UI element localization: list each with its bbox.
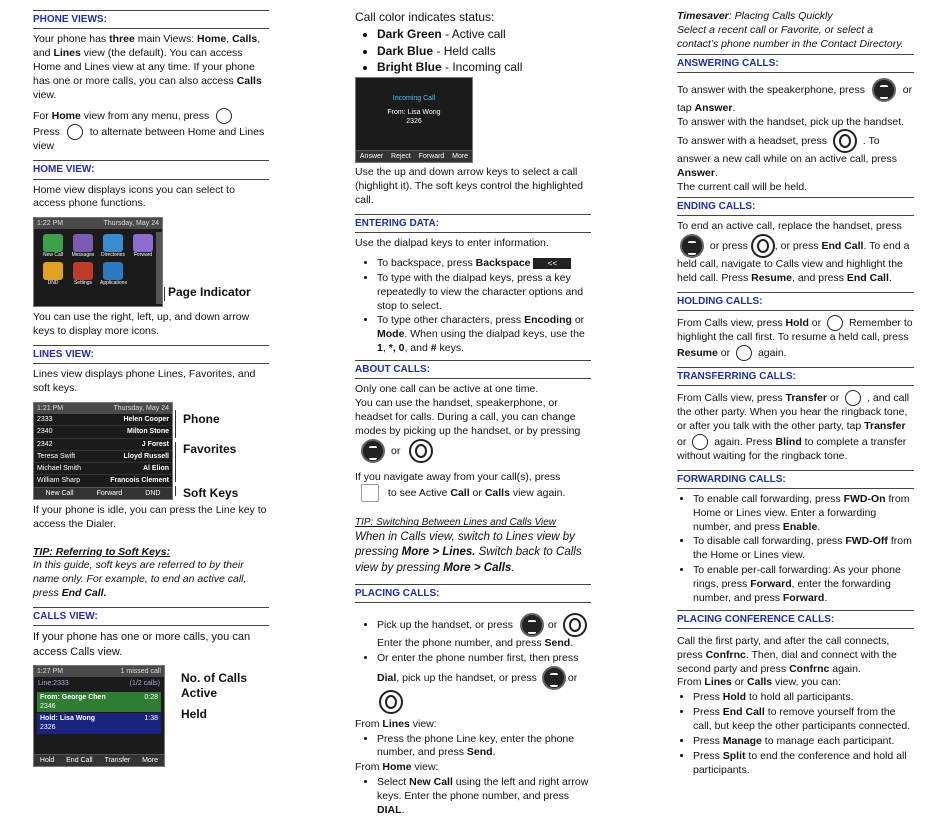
home-view-header: HOME VIEW:: [33, 160, 269, 179]
answer-held-text: The current call will be held.: [677, 181, 808, 194]
screen-time: 1:27 PM: [37, 668, 64, 676]
missed-call-text: 1 missed call: [120, 668, 161, 676]
favorite-row: Michael Smith Al Elion: [34, 463, 172, 475]
holding-calls-header: HOLDING CALLS:: [677, 292, 914, 311]
softkey-bar: Hold End Call Transfer More: [34, 754, 164, 766]
answering-calls-header: ANSWERING CALLS:: [677, 54, 914, 73]
headset-icon: [833, 129, 857, 153]
home-view-text: Home view displays icons you can select to access phone functions.: [33, 183, 235, 210]
line-row: 2340 Milton Stone: [34, 426, 172, 438]
incoming-call-screen-image: Incoming Call From: Lisa Wong 2326 Answer Reject Forward More: [355, 77, 473, 163]
tip-softkeys-title: TIP: Referring to Soft Keys:: [33, 545, 171, 558]
list-item: • Press Hold to hold all participants.: [693, 691, 914, 705]
forwarding-list: [677, 493, 914, 606]
new-call-icon: New Call: [40, 234, 66, 259]
transferring-calls-text: From Calls view, press Transfer or , and call the other party. When you hear the ringback tone, or after you talk with the other party, tap Transfer or again. Press Blind to complete a transfer without waiting for the ringback tone.: [677, 391, 910, 462]
home-screen-image: [33, 217, 163, 307]
tip-switch-title: TIP: Switching Between Lines and Calls View: [355, 517, 557, 529]
no-of-calls-callout: No. of Calls: [181, 671, 248, 686]
conference-calls-header: PLACING CONFERENCE CALLS:: [677, 610, 914, 629]
calls-view-figure: [33, 665, 269, 767]
list-item: • To backspace, press Backspace <<: [377, 257, 591, 271]
hold-icon: [827, 315, 843, 331]
tip-switch-body: When in Calls view, switch to Lines view by pressing More > Lines. Switch back to Calls view by pressing More > Calls.: [355, 531, 582, 574]
favorites-callout: Favorites: [183, 441, 237, 456]
list-item: • Press the phone Line key, enter the phone number, and press Send.: [377, 733, 591, 761]
active-callout: Active: [181, 686, 218, 701]
headset-icon: [751, 234, 775, 258]
ending-calls-header: ENDING CALLS:: [677, 197, 914, 216]
messages-icon: Messages: [70, 234, 96, 259]
from-lines-label: From Lines view:: [355, 717, 437, 730]
list-item: • Press Split to end the conference and hold all participants.: [693, 750, 914, 778]
about-calls-text-3: If you navigate away from your call(s), press to see Active Call or Calls view again.: [355, 471, 591, 503]
list-item: • Select New Call using the left and right arrow keys. Enter the phone number, and press DIAL.: [377, 776, 591, 818]
page-indicator-dots: [156, 232, 162, 304]
list-item: • Or enter the phone number first, then press Dial, pick up the handset, or press or: [377, 652, 591, 714]
from-lines-list: [355, 733, 591, 761]
phone-views-header: PHONE VIEWS:: [33, 10, 269, 29]
status-intro: Call color indicates status:: [355, 10, 495, 24]
favorite-row: Teresa Swift Lloyd Russell: [34, 451, 172, 463]
speakerphone-icon: [872, 78, 896, 102]
list-item: • Press Manage to manage each participant.: [693, 735, 914, 749]
headset-icon: [563, 613, 587, 637]
holding-calls-text: From Calls view, press Hold or Remember to highlight the call first. To resume a held call, press Resume or again.: [677, 315, 914, 361]
status-item: • Dark Blue - Held calls: [377, 44, 591, 60]
entering-data-list: [355, 257, 591, 356]
list-item: • To enable per-call forwarding: As your phone rings, press Forward, enter the forwarding number, and press Forward.: [693, 564, 914, 606]
headset-icon: [379, 690, 403, 714]
conference-from-label: From Lines or Calls view, you can:: [677, 676, 842, 689]
conference-list: [677, 691, 914, 777]
page-indicator-callout: Page Indicator: [168, 285, 251, 300]
directories-icon: Directories: [100, 234, 126, 259]
line-row: 2342 J Forest: [34, 439, 172, 451]
list-item: • To type other characters, press Encoding or Mode. When using the dialpad keys, use the 1, *, 0, and # keys.: [377, 314, 591, 356]
dnd-icon: DND: [40, 262, 66, 287]
headset-icon: [409, 439, 433, 463]
transfer-icon: [692, 434, 708, 450]
list-item: • To enable call forwarding, press FWD-On from Home or Lines view. Enter a forwarding number, and press Enable.: [693, 493, 914, 535]
list-item: • To type with the dialpad keys, press a key repeatedly to view the character options and stop to select.: [377, 272, 591, 314]
timesaver-title: Timesaver: Placing Calls Quickly: [677, 10, 833, 22]
timesaver-body: Select a recent call or Favorite, or select a contact’s phone number in the Contact Directory.: [677, 23, 904, 50]
list-item: • Press End Call to remove yourself from the call, but keep the other participants connected.: [693, 706, 914, 734]
home-icon: [216, 108, 232, 124]
entering-data-text: Use the dialpad keys to enter information.: [355, 237, 549, 250]
about-calls-header: ABOUT CALLS:: [355, 360, 591, 379]
forwarding-calls-header: FORWARDING CALLS:: [677, 470, 914, 489]
backspace-key-icon: <<: [533, 258, 571, 269]
answer-headset-text: To answer with a headset, press . To answer a new call while on an active call, press Answer.: [677, 129, 914, 181]
lines-view-text: Lines view displays phone Lines, Favorites, and soft keys.: [33, 368, 256, 395]
tip-softkeys-body: In this guide, soft keys are referred to by their name only. For example, to end an active call, press End Call.: [33, 559, 247, 600]
line-row: 2333 Helen Cooper: [34, 414, 172, 426]
column-1: [33, 0, 269, 767]
calls-view-text: If your phone has one or more calls, you can access Calls view.: [33, 631, 251, 658]
calls-view-icon: [361, 484, 379, 502]
placing-calls-list: [355, 613, 591, 714]
lines-view-header: LINES VIEW:: [33, 345, 269, 364]
about-calls-text-2: You can use the handset, speakerphone, or headset for calls. During a call, you can change modes by picking up the handset, or by pressing or: [355, 397, 591, 463]
lines-screen-image: [33, 402, 173, 500]
answer-speaker-text: To answer with the speakerphone, press or tap Answer.: [677, 78, 914, 116]
lines-idle-text: If your phone is idle, you can press the Line key to access the Dialer.: [33, 503, 267, 530]
about-calls-text-1: Only one call can be active at one time.: [355, 383, 539, 396]
calls-view-header: CALLS VIEW:: [33, 607, 269, 626]
from-home-label: From Home view:: [355, 761, 439, 774]
status-item: • Bright Blue - Incoming call: [377, 60, 591, 76]
transferring-calls-header: TRANSFERRING CALLS:: [677, 367, 914, 386]
favorite-row: William Sharp Francois Clement: [34, 475, 172, 487]
ending-calls-text: To end an active call, replace the handset, press or press , or press End Call. To end a held call, navigate to Calls view and highlight the held call. Press Resume, and press End Call.: [677, 220, 910, 284]
phone-callout: Phone: [183, 411, 220, 426]
screen-date: Thursday, May 24: [103, 220, 159, 228]
softkey-bar: Answer Reject Forward More: [356, 150, 472, 162]
held-callout: Held: [181, 707, 208, 722]
answer-handset-text: To answer with the handset, pick up the handset.: [677, 115, 905, 128]
screen-time: 1:22 PM: [37, 220, 64, 228]
home-toggle-text: Press to alternate between Home and Lines view: [33, 126, 265, 153]
screen-date: Thursday, May 24: [113, 404, 169, 412]
home-view-figure: [33, 217, 269, 307]
column-3: [677, 0, 914, 781]
held-call-row: Hold: Lisa Wong 1:38 2326: [37, 713, 161, 733]
hold-icon: [736, 345, 752, 361]
speakerphone-icon: [680, 234, 704, 258]
speakerphone-icon: [361, 439, 385, 463]
placing-calls-header: PLACING CALLS:: [355, 584, 591, 603]
home-view-arrow-text: You can use the right, left, up, and down arrow keys to display more icons.: [33, 311, 250, 338]
list-item: • Pick up the handset, or press or Enter the phone number, and press Send.: [377, 613, 591, 651]
entering-data-header: ENTERING DATA:: [355, 214, 591, 233]
softkeys-callout: Soft Keys: [183, 485, 239, 500]
from-home-list: [355, 776, 591, 818]
home-icon: [67, 124, 83, 140]
applications-icon: Applications: [100, 262, 126, 287]
column-2: [355, 0, 591, 819]
status-item: • Dark Green - Active call: [377, 27, 591, 43]
transfer-icon: [845, 390, 861, 406]
list-item: • To disable call forwarding, press FWD-Off from the Home or Lines view.: [693, 535, 914, 563]
home-key-text: For Home view from any menu, press: [33, 108, 269, 124]
forward-icon: Forward: [130, 234, 156, 259]
settings-icon: Settings: [70, 262, 96, 287]
status-list: [355, 27, 591, 76]
conference-text: Call the first party, and after the call connects, press Confrnc. Then, dial and connect with the second party and press Confrnc again.: [677, 634, 897, 675]
speakerphone-icon: [542, 666, 566, 690]
active-call-row: From: George Chen 0:28 2346: [37, 692, 161, 712]
screen-time: 1:21 PM: [37, 404, 64, 412]
phone-views-text: Your phone has three main Views: Home, Calls, and Lines view (the default). You can access Home and Lines view at any time. If your phone has one or more calls, you can also access Calls view.: [33, 33, 262, 101]
calls-screen-image: 1:27 PM 1 missed call Line:2333 (1/2 calls) From: George Chen 0:28 2346 Hold: Lisa Wong 1:38 2326 Hold End Call Transfer More: [33, 665, 165, 767]
speakerphone-icon: [520, 613, 544, 637]
select-call-text: Use the up and down arrow keys to select a call (highlight it). The soft keys control the highlighted call.: [355, 166, 584, 207]
softkey-bar: New Call Forward DND: [34, 487, 172, 499]
lines-view-figure: [33, 402, 269, 500]
